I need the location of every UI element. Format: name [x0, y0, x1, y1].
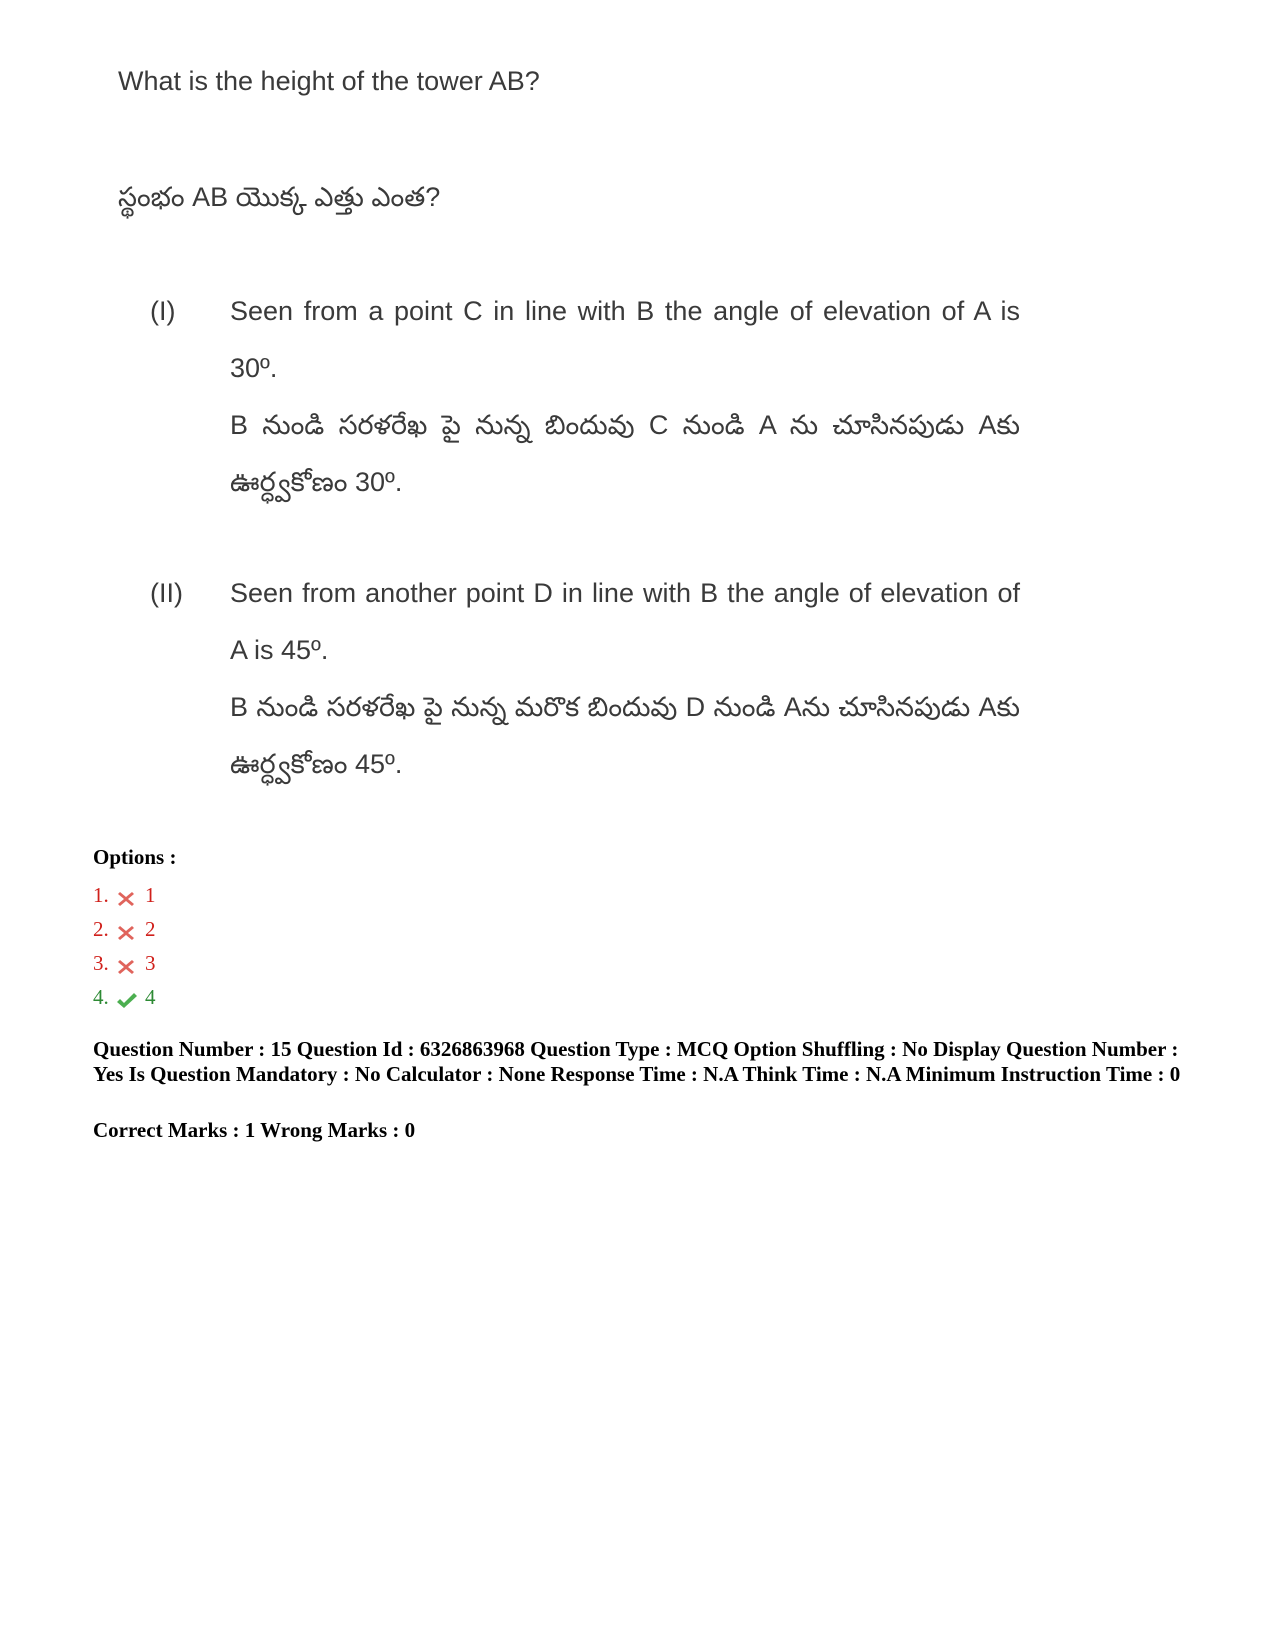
option-3[interactable] — [93, 946, 156, 980]
option-number: 3. — [93, 951, 109, 975]
question-text-telugu: స్థంభం AB యొక్క ఎత్తు ఎంత? — [118, 182, 441, 212]
statement-text-telugu: B నుండి సరళరేఖ పై నున్న మరొక బిందువు D నుండి Aను చూసినపుడు Aకు ఊర్ధ్వకోణం 45º. — [230, 692, 1020, 779]
marks-info: Correct Marks : 1 Wrong Marks : 0 — [93, 1118, 416, 1142]
options-heading: Options : — [93, 845, 177, 869]
option-2[interactable] — [93, 912, 156, 946]
cross-icon — [115, 885, 141, 905]
statement-text-english: Seen from a point C in line with B the angle of elevation of A is 30º. — [230, 296, 1020, 383]
question-text-english: What is the height of the tower AB? — [118, 66, 540, 96]
statement-text-english: Seen from another point D in line with B the angle of elevation of A is 45º. — [230, 578, 1020, 665]
option-1[interactable] — [93, 878, 156, 912]
statement-marker: (II) — [150, 578, 183, 608]
option-number: 1. — [93, 883, 109, 907]
option-4[interactable] — [93, 980, 156, 1014]
check-icon — [115, 987, 141, 1007]
question-info: Question Number : 15 Question Id : 6326863968 Question Type : MCQ Option Shuffling : No Display Question Number : Yes Is Question Mandatory : No Calculator : None Response Time : N.A Think Time : N.A Minimum Instruction Time : 0 — [93, 1037, 1181, 1086]
cross-icon — [115, 953, 141, 973]
options-list — [93, 878, 156, 1014]
option-value: 4 — [145, 985, 156, 1009]
option-number: 2. — [93, 917, 109, 941]
statement-text-telugu: B నుండి సరళరేఖ పై నున్న బిందువు C నుండి A ను చూసినపుడు Aకు ఊర్ధ్వకోణం 30º. — [230, 410, 1020, 497]
option-value: 3 — [145, 951, 156, 975]
statement-marker: (I) — [150, 296, 176, 326]
option-value: 2 — [145, 917, 156, 941]
option-value: 1 — [145, 883, 156, 907]
option-number: 4. — [93, 985, 109, 1009]
cross-icon — [115, 919, 141, 939]
